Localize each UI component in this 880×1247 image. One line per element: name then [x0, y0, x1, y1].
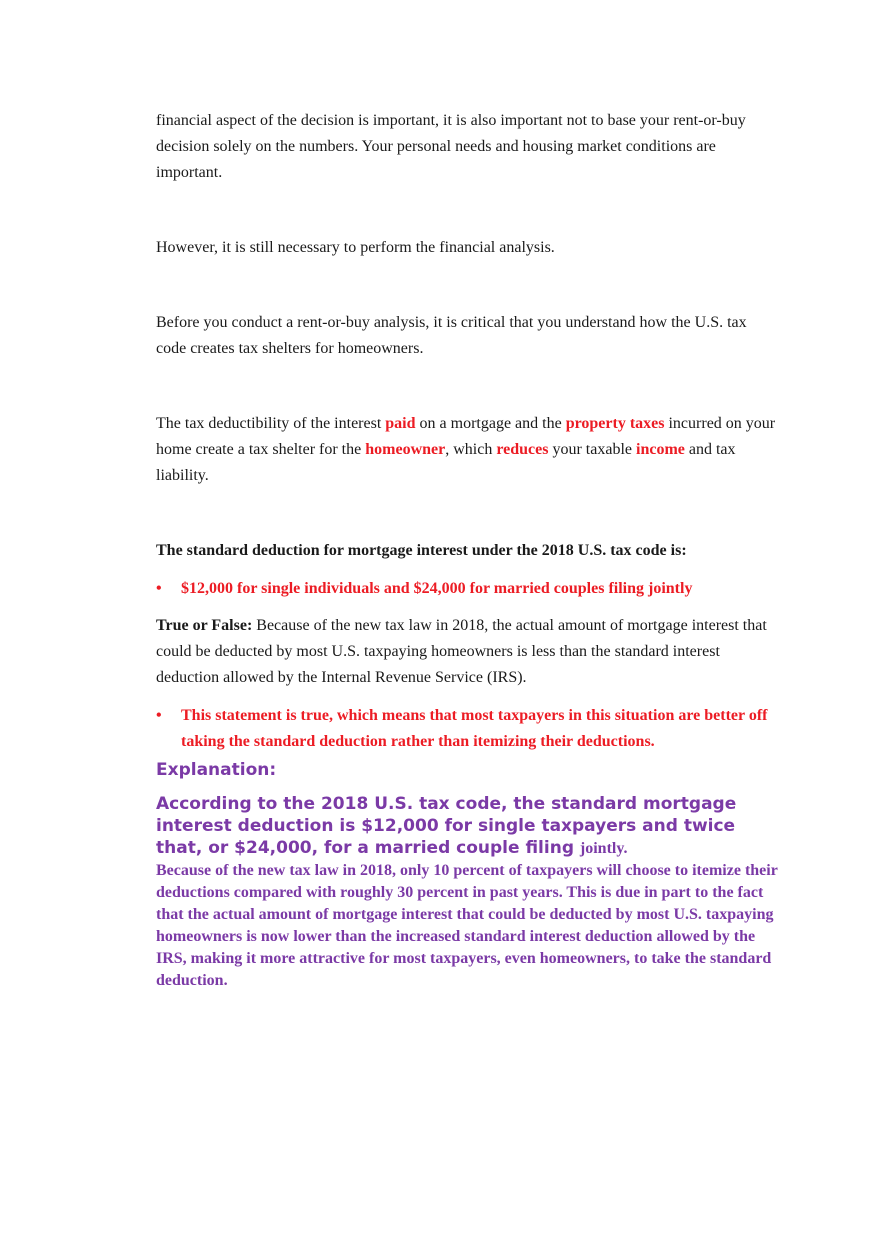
- intro-paragraph-3: Before you conduct a rent-or-buy analysis, it is critical that you understand how the U.S. tax code creates tax shelters for homeowners.: [156, 314, 747, 357]
- answer-1-text: $12,000 for single individuals and $24,000 for married couples filing jointly: [181, 580, 693, 597]
- bullet-icon: •: [156, 580, 162, 597]
- explanation-lead-text: According to the 2018 U.S. tax code, the standard mortgage interest deduction is $12,000 for single taxpayers and twice that, or $24,000, for a married couple filing: [156, 794, 737, 858]
- shelter-text: on a mortgage and the: [415, 415, 566, 432]
- explanation-title: Explanation:: [156, 760, 277, 780]
- highlight-paid: paid: [385, 415, 416, 432]
- intro-paragraph-1: financial aspect of the decision is important, it is also important not to base your rent-or-buy decision solely on the numbers. Your personal needs and housing market conditions are important.: [156, 112, 746, 181]
- true-false-label: True or False:: [156, 617, 253, 634]
- explanation-lead-end: jointly.: [579, 840, 628, 857]
- shelter-text: The tax deductibility of the interest: [156, 415, 386, 432]
- answer-2-bullet: [156, 703, 780, 755]
- intro-paragraph-2: However, it is still necessary to perform the financial analysis.: [156, 239, 555, 256]
- shelter-text: and tax liability.: [156, 441, 736, 484]
- shelter-text: incurred on your home create a tax shelter for the: [156, 415, 776, 458]
- shelter-text: , which: [445, 441, 497, 458]
- question-2: [156, 613, 780, 691]
- highlight-homeowner: homeowner: [365, 441, 446, 458]
- document-page: [156, 108, 780, 992]
- bullet-icon: •: [156, 707, 162, 724]
- explanation-body: Because of the new tax law in 2018, only 10 percent of taxpayers will choose to itemize their deductions compared with roughly 30 percent in past years. This is due in part to the fact that the actual amount of mortgage interest that could be deducted by most U.S. taxpaying homeowners is now lower than the increased standard interest deduction allowed by the IRS, making it more attractive for most taxpayers, even homeowners, to take the standard deduction.: [156, 862, 778, 989]
- explanation-lead: [156, 793, 780, 860]
- highlight-reduces: reduces: [496, 441, 549, 458]
- shelter-text: your taxable: [548, 441, 636, 458]
- question-2-text: Because of the new tax law in 2018, the actual amount of mortgage interest that could be deducted by most U.S. taxpaying homeowners is less than the standard interest deduction allowed by the Internal Revenue Service (IRS).: [156, 617, 767, 686]
- question-1: The standard deduction for mortgage interest under the 2018 U.S. tax code is:: [156, 542, 687, 559]
- highlight-income: income: [636, 441, 685, 458]
- highlight-property-taxes: property taxes: [565, 415, 665, 432]
- answer-2-text: This statement is true, which means that most taxpayers in this situation are better off taking the standard deduction rather than itemizing their deductions.: [181, 707, 768, 750]
- tax-shelter-paragraph: [156, 411, 780, 489]
- answer-1-bullet: [156, 576, 780, 602]
